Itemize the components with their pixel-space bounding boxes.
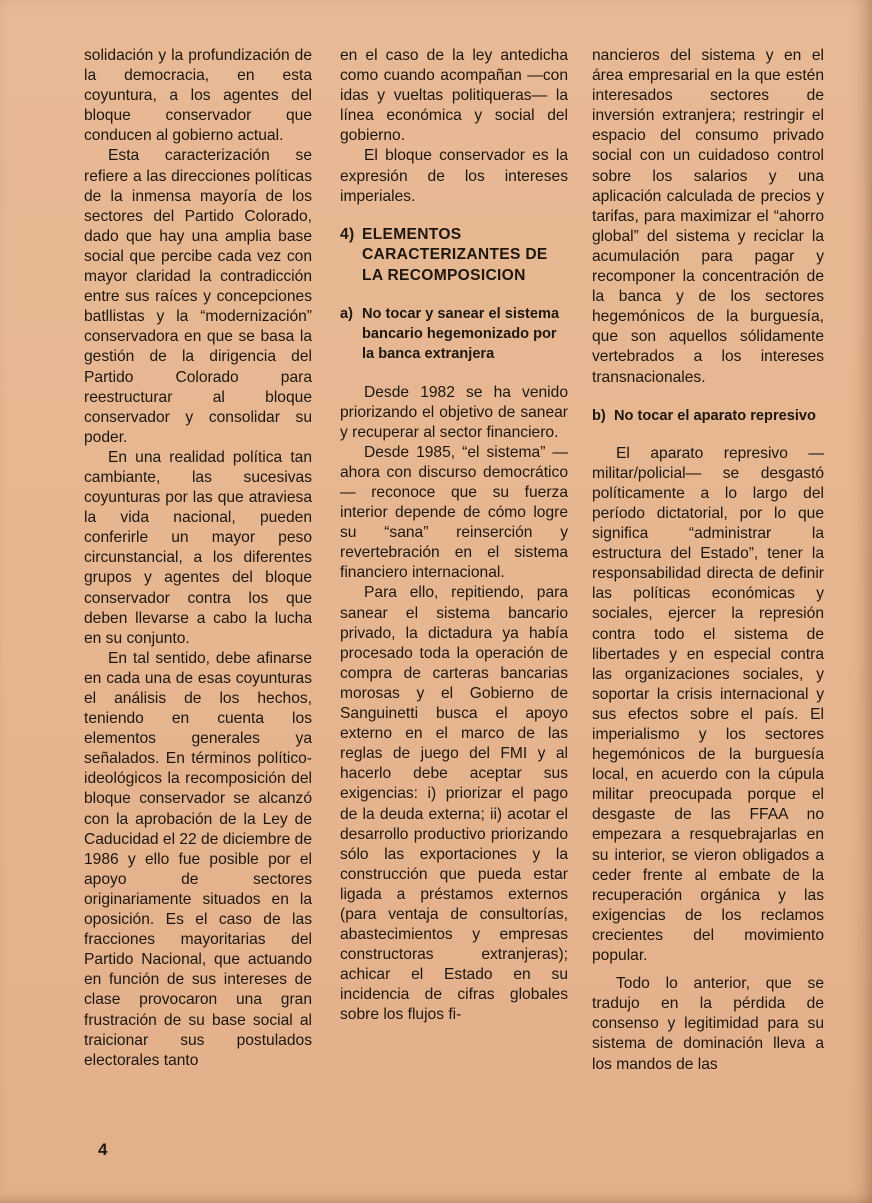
paragraph: nancieros del sistema y en el área empresarial en la que estén interesados sectores de inversión extranjera; restringir el espacio del consumo privado social con un cuidadoso control sobre los salarios y una aplicación calculada de precios y tarifas, para maximizar el “ahorro global” del sistema y reciclar la acumulación para pagar y recomponer la concentración de la banca y de los sectores hegemónicos de la burguesía, que son aquellos sólidamente vertebrados a los intereses transnacionales. [592,47,824,386]
page-number: 4 [98,1140,108,1159]
paragraph: En una realidad política tan cambiante, las sucesivas coyunturas por las que atraviesa la vida nacional, pueden conferirle un mayor peso circunstancial, a los diferentes grupos y agentes del bloque conservador contra los que deben llevarse a cabo la lucha en su conjunto. [84,448,312,647]
paragraph: solidación y la profundización de la democracia, en esta coyuntura, a los agentes del bloque conservador que conducen al gobierno actual. [84,47,312,145]
paragraph: En tal sentido, debe afinarse en cada una de esas coyunturas el análisis de los hechos, teniendo en cuenta los elementos generales ya señalados. En términos político-ideológicos la recomposición del bloque conservador se alcanzó con la aprobación de la Ley de Caducidad el 22 de diciembre de 1986 y ello fue posible por el apoyo de sectores originariamente situados en la oposición. Es el caso de las fracciones mayoritarias del Partido Nacional, que actuando en función de sus intereses de clase provocaron una gran frustración de su base social al traicionar sus postulados electorales tanto [84,649,312,1069]
text-column-3 [592,46,824,1075]
subsection-heading [340,304,568,364]
subsection-heading [592,406,824,426]
paragraph: El aparato represivo —militar/policial— se desgastó políticamente a lo largo del período dictatorial, por lo que significa “administrar la estructura del Estado”, tener la responsabilidad directa de definir las políticas económicas y sociales, ejercer la represión contra todo el sistema de libertades y en especial contra las organizaciones sociales, y soportar la crisis internacional y sus efectos sobre el país. El imperialismo y los sectores hegemónicos de la burguesía local, en acuerdo con la cúpula militar preocupada porque el desgaste de las FFAA no empezara a resquebrajarlas en su interior, se vieron obligados a ceder frente al embate de la recuperación orgánica y las exigencias de los reclamos crecientes del movimiento popular. [592,444,824,965]
text-column-1 [84,46,312,1071]
section-title: ELEMENTOS CARACTERIZANTES DE LA RECOMPOSICION [362,225,548,284]
section-number: 4) [340,225,355,243]
paragraph: Desde 1982 se ha venido priorizando el objetivo de sanear y recuperar al sector financiero. [340,383,568,441]
subsection-title: No tocar y sanear el sistema bancario hegemonizado por la banca extranjera [362,306,560,363]
paragraph: Para ello, repitiendo, para sanear el sistema bancario privado, la dictadura ya había procesado toda la operación de compra de carteras bancarias morosas y el Gobierno de Sanguinetti busca el apoyo externo en el marco de las reglas de juego del FMI y al hacerlo debe aceptar sus exigencias: i) priorizar el pago de la deuda externa; ii) acotar el desarrollo productivo priorizando sólo las exportaciones y la construcción que pueda estar ligada a préstamos externos (para ventaja de consultorías, abastecimientos y empresas constructoras extranjeras); achicar el Estado en su incidencia de cifras globales sobre los flujos fi- [340,584,568,1024]
paragraph: Todo lo anterior, que se tradujo en la pérdida de consenso y legitimidad para su sistema de dominación lleva a los mandos de las [592,975,824,1073]
paragraph: El bloque conservador es la expresión de los intereses imperiales. [340,147,568,205]
subsection-letter: b) [592,407,606,424]
paragraph: en el caso de la ley antedicha como cuando acompañan —con idas y vueltas politiqueras— la línea económica y social del gobierno. [340,47,568,145]
subsection-title: No tocar el aparato represivo [614,407,816,424]
subsection-letter: a) [340,306,353,323]
section-heading [340,225,568,287]
paragraph: Desde 1985, “el sistema” —ahora con discurso democrático— reconoce que su fuerza interior depende de cómo logre su “sana” reinserción y revertebración en el sistema financiero internacional. [340,443,568,582]
text-column-2 [340,46,568,1026]
paragraph: Esta caracterización se refiere a las direcciones políticas de la inmensa mayoría de los sectores del Partido Colorado, dado que hay una amplia base social que percibe cada vez con mayor claridad la contradicción entre sus raíces y concepciones batllistas y la “modernización” conservadora en que se basa la gestión de la dirigencia del Partido Colorado para reestructurar al bloque conservador y consolidar su poder. [84,147,312,446]
